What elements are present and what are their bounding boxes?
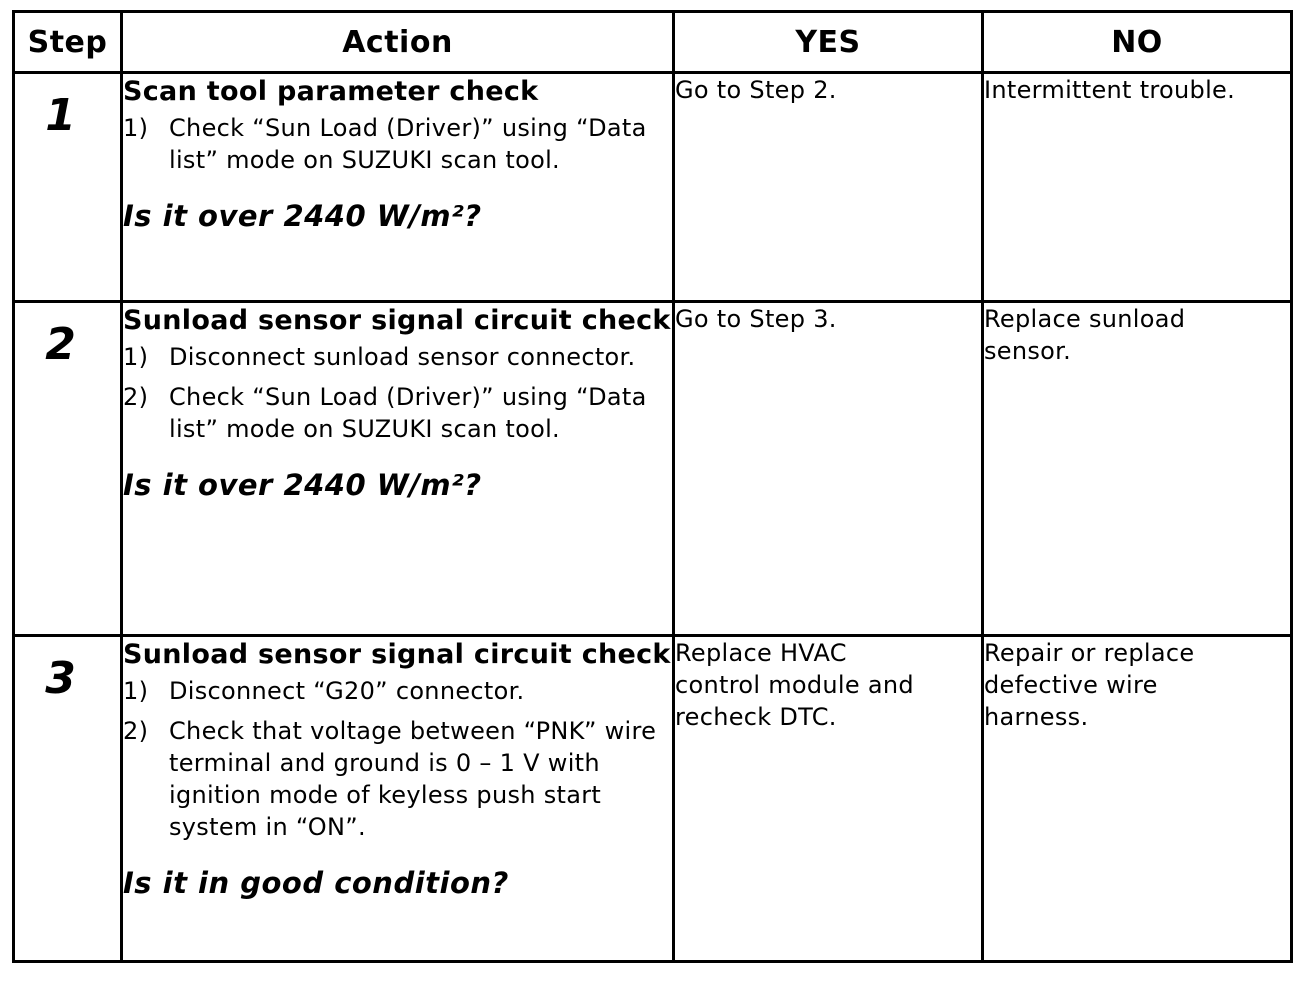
item-text: Check that voltage between “PNK” wire terminal and ground is 0 – 1 V with ignition mode of keyless push start system in “ON”. bbox=[169, 717, 657, 841]
header-no: NO bbox=[983, 12, 1292, 73]
table-row bbox=[14, 636, 1292, 962]
item-number: 1) bbox=[123, 114, 149, 142]
action-title: Sunload sensor signal circuit check bbox=[123, 305, 671, 336]
yes-cell bbox=[674, 636, 983, 962]
step-number: 3 bbox=[45, 653, 76, 704]
action-cell bbox=[122, 73, 674, 302]
header-row bbox=[14, 12, 1292, 73]
table-row bbox=[14, 302, 1292, 636]
yes-cell bbox=[674, 73, 983, 302]
header-yes: YES bbox=[674, 12, 983, 73]
list-item bbox=[123, 715, 672, 843]
no-result: Replace sunload sensor. bbox=[984, 305, 1186, 365]
no-cell bbox=[983, 636, 1292, 962]
action-title: Sunload sensor signal circuit check bbox=[123, 639, 671, 670]
item-number: 2) bbox=[123, 717, 149, 745]
item-text: Check “Sun Load (Driver)” using “Data list” mode on SUZUKI scan tool. bbox=[169, 383, 647, 443]
yes-result: Go to Step 2. bbox=[675, 76, 837, 104]
yes-result: Replace HVAC control module and recheck DTC. bbox=[675, 639, 914, 731]
list-item bbox=[123, 341, 672, 373]
troubleshooting-table bbox=[12, 10, 1293, 963]
action-steps bbox=[123, 112, 672, 176]
step-number: 1 bbox=[45, 90, 76, 141]
table-row bbox=[14, 73, 1292, 302]
yes-result: Go to Step 3. bbox=[675, 305, 837, 333]
step-cell bbox=[14, 73, 122, 302]
header-action: Action bbox=[122, 12, 674, 73]
list-item bbox=[123, 112, 672, 176]
list-item bbox=[123, 675, 672, 707]
action-cell bbox=[122, 636, 674, 962]
item-text: Check “Sun Load (Driver)” using “Data list” mode on SUZUKI scan tool. bbox=[169, 114, 647, 174]
header-step: Step bbox=[14, 12, 122, 73]
yes-cell bbox=[674, 302, 983, 636]
action-title: Scan tool parameter check bbox=[123, 76, 539, 107]
step-cell bbox=[14, 636, 122, 962]
step-number: 2 bbox=[45, 319, 76, 370]
no-result: Repair or replace defective wire harness. bbox=[984, 639, 1195, 731]
item-number: 2) bbox=[123, 383, 149, 411]
no-result: Intermittent trouble. bbox=[984, 76, 1236, 104]
item-text: Disconnect sunload sensor connector. bbox=[169, 343, 636, 371]
list-item bbox=[123, 381, 672, 445]
action-steps bbox=[123, 675, 672, 843]
question-text: Is it in good condition? bbox=[123, 866, 509, 900]
item-number: 1) bbox=[123, 343, 149, 371]
step-cell bbox=[14, 302, 122, 636]
no-cell bbox=[983, 302, 1292, 636]
no-cell bbox=[983, 73, 1292, 302]
question-text: Is it over 2440 W/m²? bbox=[123, 199, 482, 233]
action-cell bbox=[122, 302, 674, 636]
question-text: Is it over 2440 W/m²? bbox=[123, 468, 482, 502]
item-text: Disconnect “G20” connector. bbox=[169, 677, 525, 705]
item-number: 1) bbox=[123, 677, 149, 705]
action-steps bbox=[123, 341, 672, 445]
